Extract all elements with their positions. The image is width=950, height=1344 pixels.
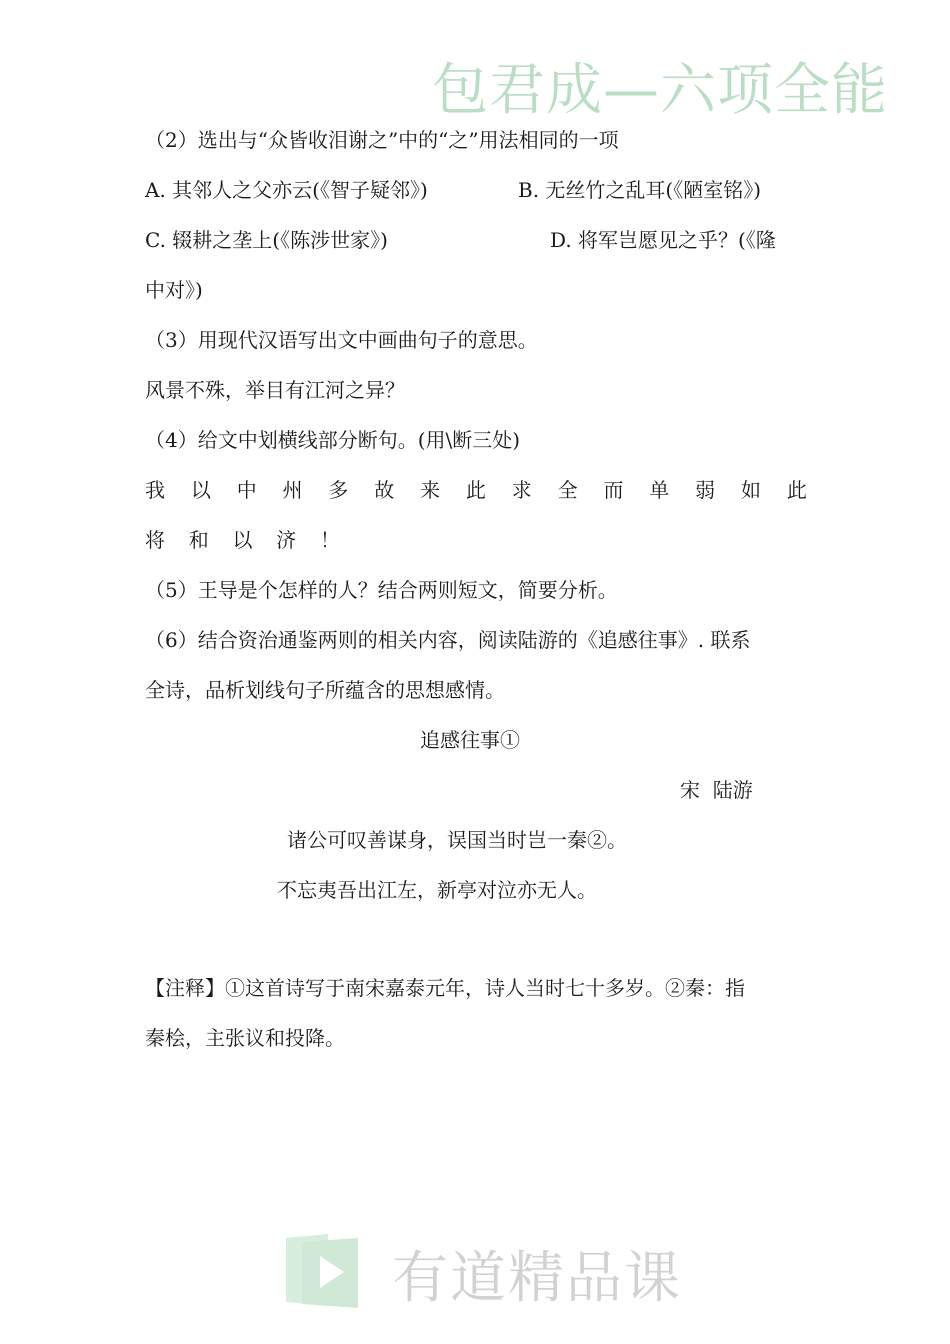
poem-author: 宋 陆游	[680, 778, 753, 802]
q2-option-d-continued: 中对》)	[145, 278, 203, 302]
passage-char: 多	[328, 478, 349, 502]
passage-char: 济	[276, 528, 297, 552]
q4-prompt: （4）给文中划横线部分断句。(用\断三处)	[145, 428, 521, 452]
notes-line-2: 秦桧，主张议和投降。	[145, 1026, 345, 1050]
q6-prompt-line-1: （6）结合资治通鉴两则的相关内容，阅读陆游的《追感往事》. 联系	[145, 628, 751, 652]
passage-char: 我	[145, 478, 165, 502]
q2-option-a: A. 其邻人之父亦云(《智子疑邻》)	[145, 178, 428, 202]
passage-char: 全	[557, 478, 578, 502]
q6-prompt-line-2: 全诗，品析划线句子所蕴含的思想感情。	[145, 678, 505, 702]
passage-char: 以	[232, 528, 253, 552]
footer-brand: 有道精品课	[392, 1246, 682, 1311]
passage-char: 故	[374, 478, 395, 502]
q2-option-d: D. 将军岂愿见之乎？(《隆	[550, 228, 776, 252]
passage-char: 和	[188, 528, 209, 552]
passage-char: 来	[420, 478, 441, 502]
passage-char: 州	[282, 478, 303, 502]
q2-option-c: C. 辍耕之垄上(《陈涉世家》)	[145, 228, 388, 252]
q4-passage-line-2	[145, 526, 340, 554]
passage-char: 求	[511, 478, 532, 502]
passage-char: 如	[740, 478, 761, 502]
poem-line-1: 诸公可叹善谋身，误国当时岂一秦②。	[287, 828, 627, 852]
passage-char: 单	[649, 478, 670, 502]
q2-prompt: （2）选出与“众皆收泪谢之”中的“之”用法相同的一项	[145, 128, 619, 152]
play-book-icon	[282, 1232, 362, 1310]
passage-char: 此	[465, 478, 486, 502]
passage-char: 以	[190, 478, 211, 502]
q2-option-b: B. 无丝竹之乱耳(《陋室铭》)	[518, 178, 762, 202]
watermark-title: 包君成—六项全能	[432, 58, 888, 123]
poem-line-2: 不忘夷吾出江左，新亭对泣亦无人。	[277, 878, 597, 902]
q5-prompt: （5）王导是个怎样的人？结合两则短文，简要分析。	[145, 578, 618, 602]
poem-title: 追感往事①	[420, 728, 520, 752]
passage-char: 将	[145, 528, 165, 552]
passage-char: 中	[236, 478, 257, 502]
passage-char: 而	[603, 478, 624, 502]
q3-prompt: （3）用现代汉语写出文中画曲句子的意思。	[145, 328, 538, 352]
q4-passage-line-1	[145, 476, 807, 504]
notes-line-1: 【注释】①这首诗写于南宋嘉泰元年，诗人当时七十多岁。②秦：指	[145, 976, 745, 1000]
passage-char: 此	[786, 478, 807, 502]
q3-sentence: 风景不殊，举目有江河之异？	[145, 378, 405, 402]
passage-char: 弱	[695, 478, 716, 502]
passage-char: ！	[320, 528, 340, 552]
